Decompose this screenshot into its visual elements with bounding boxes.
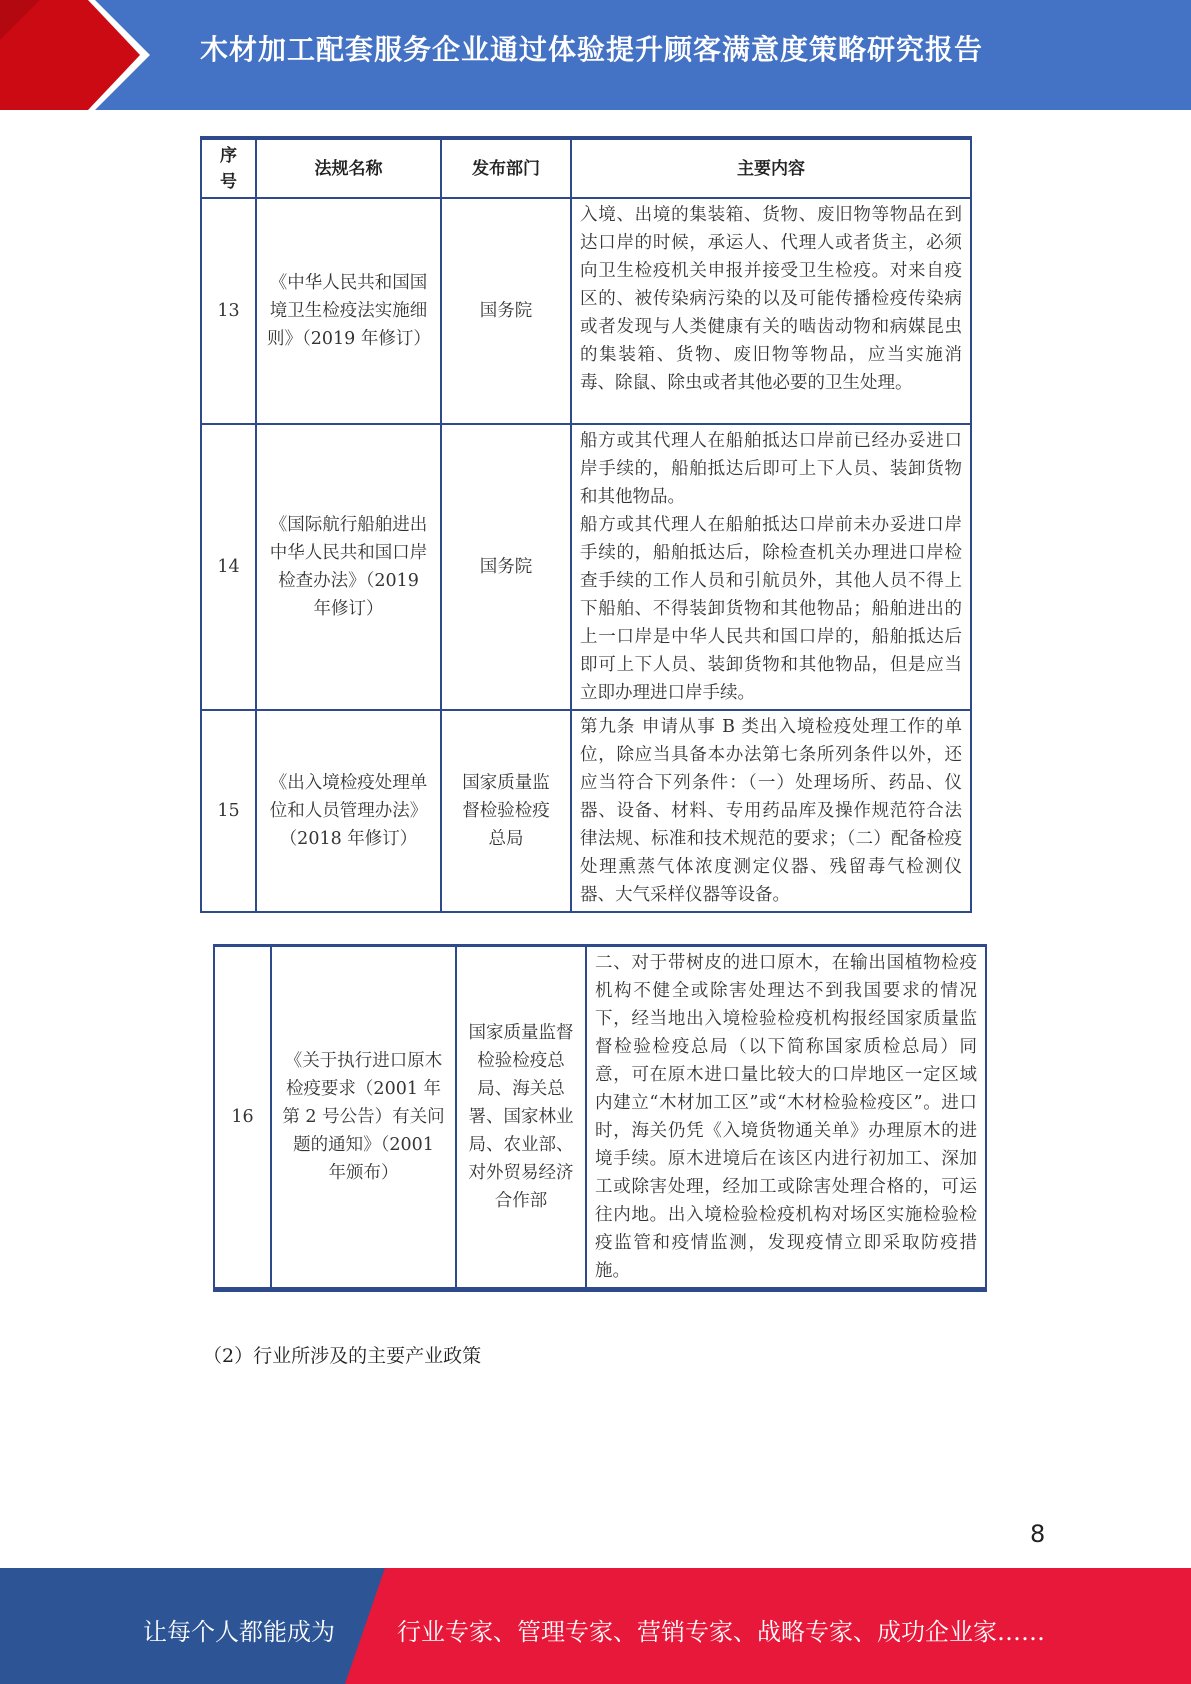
col-header-dept: 发布部门 [441,138,571,198]
regulation-table [200,136,972,913]
col-header-content: 主要内容 [571,138,971,198]
col-header-no: 序号 [201,138,256,198]
row-name: 《关于执行进口原木检疫要求（2001 年第 2 号公告）有关问题的通知》（2001 年颁布） [271,946,456,1290]
section-heading: （2）行业所涉及的主要产业政策 [203,1345,482,1367]
row-dept: 国务院 [441,424,571,710]
row-no: 16 [214,946,271,1290]
row-name: 《国际航行船舶进出中华人民共和国口岸检查办法》（2019 年修订） [256,424,441,710]
row-no: 13 [201,198,256,424]
row-content-paragraph: 船方或其代理人在船舶抵达口岸前已经办妥进口岸手续的，船舶抵达后即可上下人员、装卸货物和其他物品。 [580,431,962,507]
row-name: 《中华人民共和国国境卫生检疫法实施细则》（2019 年修订） [256,198,441,424]
row-content-paragraph: 第九条 申请从事 B 类出入境检疫处理工作的单位，除应当具备本办法第七条所列条件以外，还应当符合下列条件：（一）处理场所、药品、仪器、设备、材料、专用药品库及操作规范符合法律法规、标准和技术规范的要求；（二）配备检疫处理熏蒸气体浓度测定仪器、残留毒气检测仪器、大气采样仪器等设备。 [580,717,962,905]
report-title: 木材加工配套服务企业通过体验提升顾客满意度策略研究报告 [200,33,984,66]
table-row [214,946,986,1290]
table-row [201,424,971,710]
page-footer [0,1568,1191,1684]
row-content [571,198,971,424]
row-no: 15 [201,710,256,912]
footer-slogan-left: 让每个人都能成为 [143,1618,335,1646]
row-dept: 国务院 [441,198,571,424]
red-chevron-decoration [0,0,160,110]
row-content-paragraph: 二、对于带树皮的进口原木，在输出国植物检疫机构不健全或除害处理达不到我国要求的情况下，经当地出入境检验检疫机构报经国家质量监督检验检疫总局（以下简称国家质检总局）同意，可在原木进口量比较大的口岸地区一定区域内建立“木材加工区”或“木材检验检疫区”。进口时，海关仍凭《入境货物通关单》办理原木的进境手续。原木进境后在该区内进行初加工、深加工或除害处理，经加工或除害处理合格的，可运往内地。出入境检验检疫机构对场区实施检验检疫监管和疫情监测，发现疫情立即采取防疫措施。 [595,953,977,1281]
row-content-paragraph: 入境、出境的集装箱、货物、废旧物等物品在到达口岸的时候，承运人、代理人或者货主，必须向卫生检疫机关申报并接受卫生检疫。对来自疫区的、被传染病污染的以及可能传播检疫传染病或者发现与人类健康有关的啮齿动物和病媒昆虫的集装箱、货物、废旧物等物品，应当实施消毒、除鼠、除虫或者其他必要的卫生处理。 [580,205,962,393]
page-header [0,0,1191,110]
regulation-table-continued [213,944,987,1292]
row-content-paragraph: 船方或其代理人在船舶抵达口岸前未办妥进口岸手续的，船舶抵达后，除检查机关办理进口岸检查手续的工作人员和引航员外，其他人员不得上下船舶、不得装卸货物和其他物品；船舶进出的上一口岸是中华人民共和国口岸的，船舶抵达后即可上下人员、装卸货物和其他物品，但是应当立即办理进口岸手续。 [580,515,962,703]
table-row [201,710,971,912]
table-header-row [201,138,971,198]
row-dept: 国家质量监督检验检疫总局 [441,710,571,912]
table-row [201,198,971,424]
row-content [586,946,986,1290]
row-no: 14 [201,424,256,710]
col-header-name: 法规名称 [256,138,441,198]
row-content [571,424,971,710]
row-dept: 国家质量监督检验检疫总局、海关总署、国家林业局、农业部、对外贸易经济合作部 [456,946,586,1290]
page-number: 8 [1030,1520,1046,1548]
footer-slogan-right: 行业专家、管理专家、营销专家、战略专家、成功企业家…… [397,1618,1045,1646]
row-content [571,710,971,912]
row-name: 《出入境检疫处理单位和人员管理办法》（2018 年修订） [256,710,441,912]
